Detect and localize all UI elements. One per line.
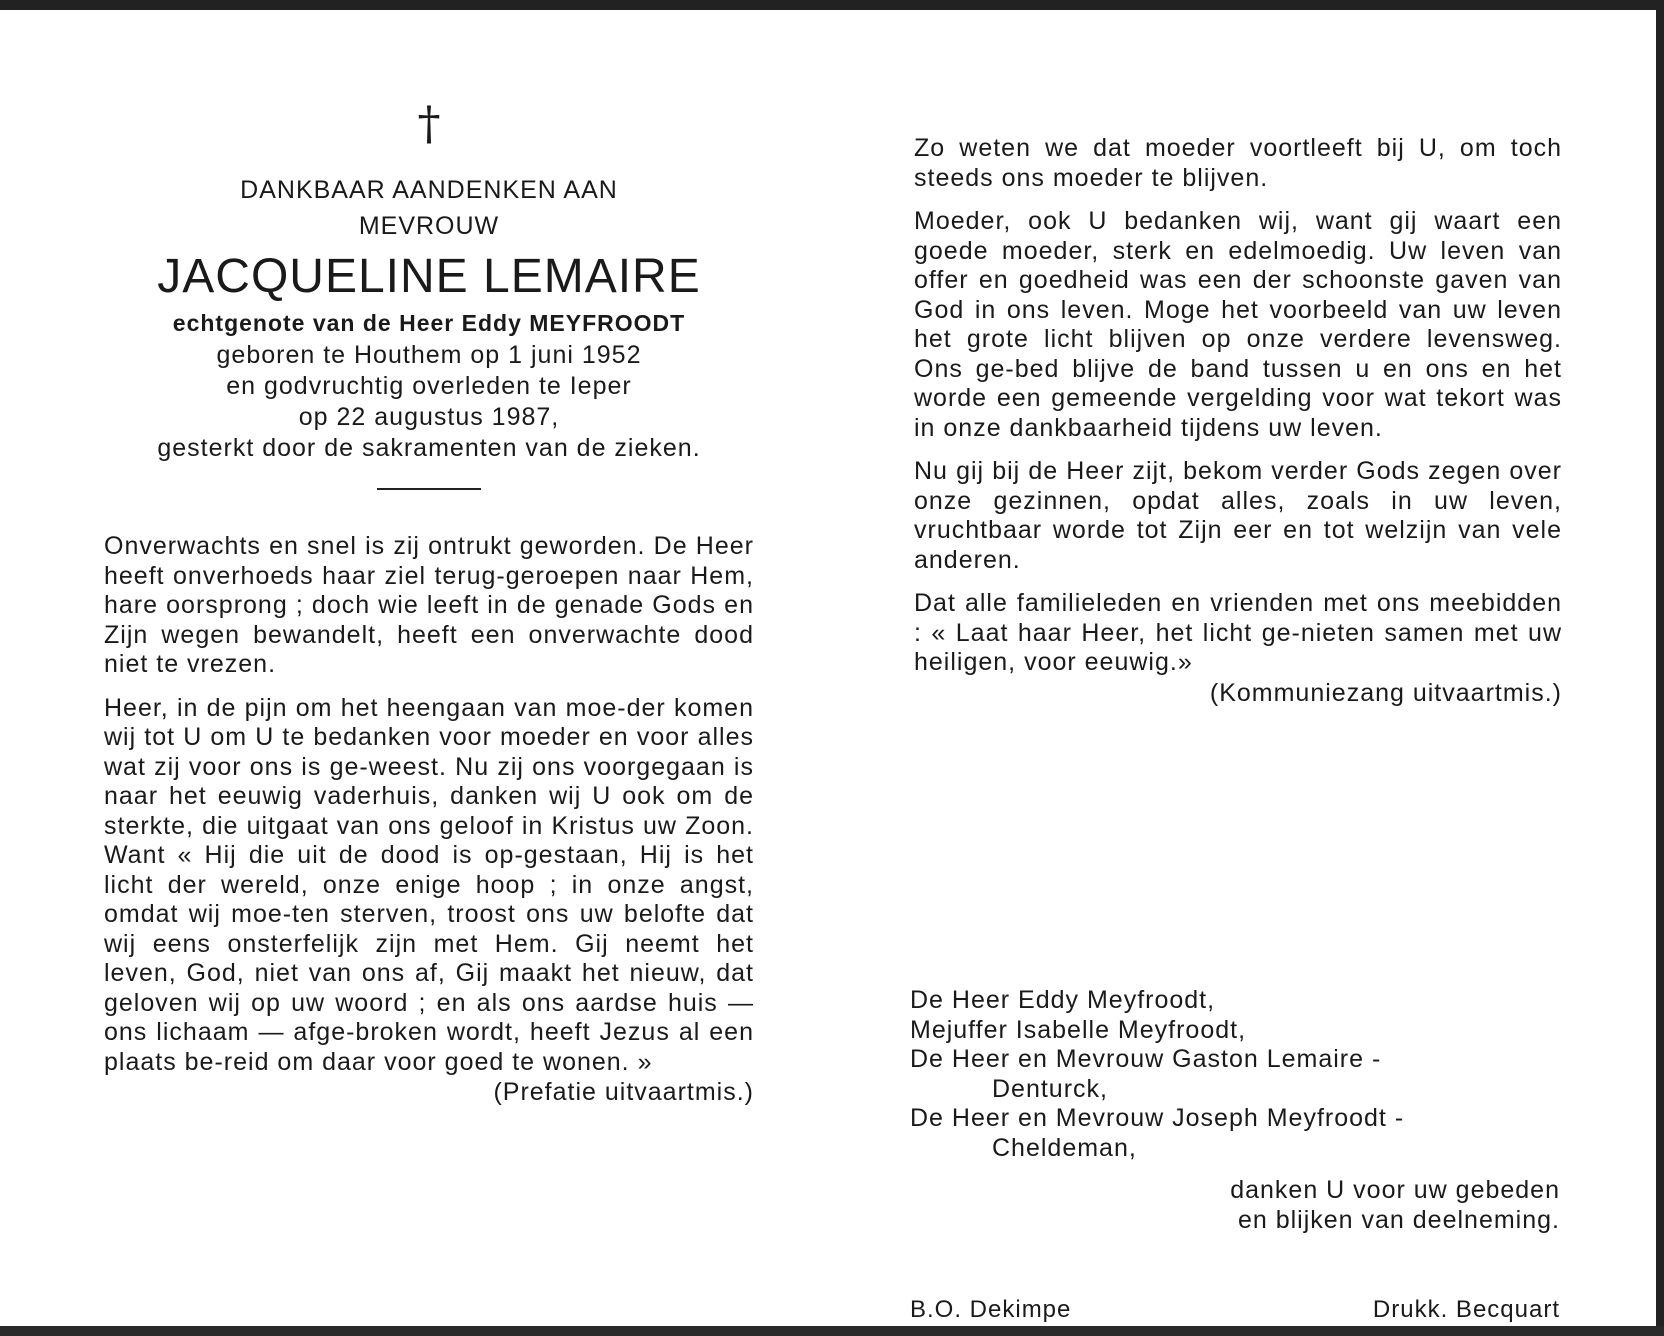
left-column <box>104 96 754 1107</box>
left-paragraph-1: Onverwachts en snel is zij ontrukt geworden. De Heer heeft onverhoeds haar ziel terug-geroepen naar Hem, hare oorsprong ; doch wie leeft in de genade Gods en Zijn wegen bewandelt, heeft een onverwachte dood niet te vrezen. <box>104 532 754 678</box>
right-column <box>914 134 1562 708</box>
spouse-line: echtgenote van de Heer Eddy MEYFROODT <box>172 310 686 336</box>
right-border <box>1656 0 1664 1336</box>
death-line: en godvruchtig overleden te Ieper <box>226 372 632 400</box>
family-member-continued: Cheldeman, <box>992 1133 1137 1162</box>
left-paragraph-2: Heer, in de pijn om het heengaan van moe-der komen wij tot U om U te bedanken voor moeder en voor alles wat zij voor ons is ge-weest. Nu zij ons voorgegaan is naar het eeuwig vaderhuis, danken wij U ook om de sterkte, die uitgaat van ons geloof in Kristus uw Zoon. Want « Hij die uit de dood is op-gestaan, Hij is het licht der wereld, onze enige hoop ; in onze angst, omdat wij moe-ten sterven, troost ons uw belofte dat wij eens onsterfelijk zijn met Hem. Gij neemt het leven, God, niet van ons af, Gij maakt het nieuw, dat geloven wij op uw woord ; en als ons aardse huis — ons lichaam — afge-broken wordt, heeft Jezus al een plaats be-reid om daar voor goed te wonen. » <box>104 693 754 1076</box>
family-member: De Heer en Mevrouw Gaston Lemaire - <box>910 1045 1382 1073</box>
right-source: (Kommuniezang uitvaartmis.) <box>1209 678 1562 707</box>
family-member: De Heer Eddy Meyfroodt, <box>910 986 1216 1014</box>
right-paragraph-1: Zo weten we dat moeder voortleeft bij U, om toch steeds ons moeder te blijven. <box>914 134 1562 192</box>
right-paragraph-2: Moeder, ook U bedanken wij, want gij waart een goede moeder, sterk en edelmoedig. Uw leven van offer en goedheid was een der schoonste gaven van God in ons leven. Moge het voorbeeld van uw leven het grote licht blijven op onze verdere levensweg. Ons ge-bed blijve de band tussen u en ons en het worde een gemeende vergelding voor wat tekort was in onze dankbaarheid tijdens uw leven. <box>914 207 1562 442</box>
deceased-name: JACQUELINE LEMAIRE <box>157 250 701 303</box>
printer-credit: Drukk. Becquart <box>1372 1296 1560 1323</box>
thanks-note <box>1166 1176 1560 1235</box>
left-source: (Prefatie uitvaartmis.) <box>493 1078 754 1106</box>
right-paragraph-3: Nu gij bij de Heer zijt, bekom verder Gods zegen over onze gezinnen, opdat alles, zoals in uw leven, vruchtbaar worde tot Zijn eer en tot welzijn van vele anderen. <box>914 457 1562 574</box>
divider <box>377 488 481 490</box>
death-date-line: op 22 augustus 1987, <box>298 403 560 431</box>
title-line: MEVROUW <box>358 212 500 240</box>
family-member: De Heer en Mevrouw Joseph Meyfroodt - <box>910 1104 1405 1132</box>
cross-icon: † <box>417 96 441 150</box>
thanks-line: en blijken van deelneming. <box>1237 1205 1560 1234</box>
dedication-line: DANKBAAR AANDENKEN AAN <box>240 176 618 204</box>
birth-line: geboren te Houthem op 1 juni 1952 <box>216 341 642 369</box>
undertaker-credit: B.O. Dekimpe <box>910 1296 1072 1323</box>
thanks-line: danken U voor uw gebeden <box>1230 1176 1560 1204</box>
sacraments-line: gesterkt door de sakramenten van de zieken. <box>157 434 701 462</box>
top-border <box>0 0 1664 10</box>
family-member-continued: Denturck, <box>992 1074 1108 1103</box>
family-member: Mejuffer Isabelle Meyfroodt, <box>910 1015 1247 1044</box>
family-list <box>910 986 1562 1163</box>
bottom-border <box>0 1326 1664 1336</box>
right-paragraph-4: Dat alle familieleden en vrienden met ons meebidden : « Laat haar Heer, het licht ge-nieten samen met uw heiligen, voor eeuwig.» <box>914 589 1562 676</box>
